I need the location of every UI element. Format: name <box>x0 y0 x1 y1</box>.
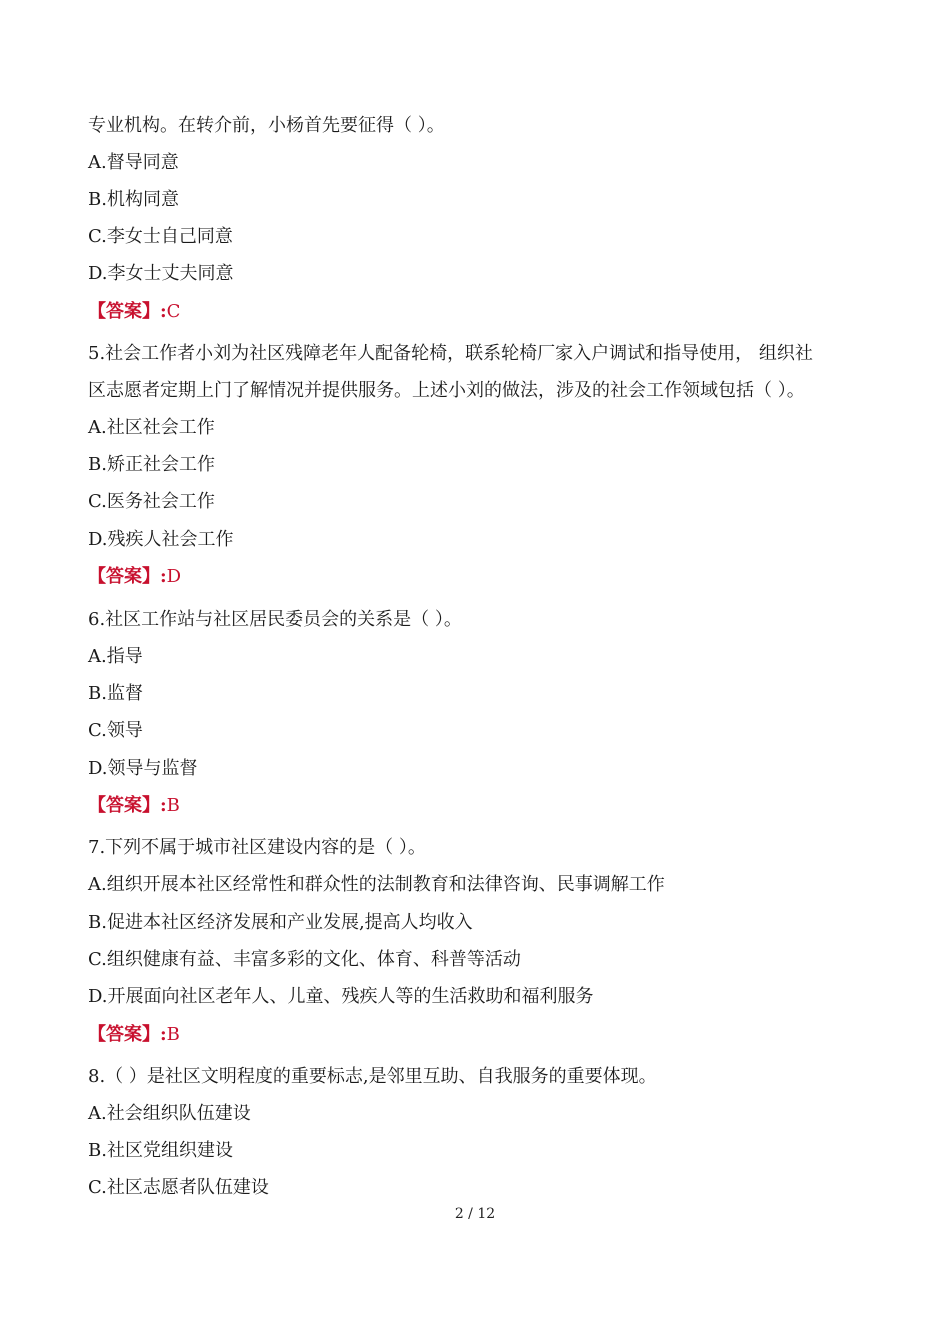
question-7-option-c: C.组织健康有益、丰富多彩的文化、体育、科普等活动 <box>88 949 521 970</box>
question-6-option-a: A.指导 <box>88 646 143 667</box>
question-5-answer <box>88 565 181 589</box>
question-7-option-d: D.开展面向社区老年人、儿童、残疾人等的生活救助和福利服务 <box>88 986 594 1007</box>
question-6-answer <box>88 794 180 818</box>
answer-value: C <box>166 301 181 322</box>
question-6-option-c: C.领导 <box>88 720 143 741</box>
question-5-stem-line-2: 区志愿者定期上门了解情况并提供服务。上述小刘的做法，涉及的社会工作领域包括（ ）。 <box>88 380 805 401</box>
question-7-answer <box>88 1023 180 1047</box>
question-4-option-b: B.机构同意 <box>88 189 179 210</box>
answer-label: 【答案】: <box>88 301 167 322</box>
question-4-option-d: D.李女士丈夫同意 <box>88 263 234 284</box>
question-7-option-b: B.促进本社区经济发展和产业发展,提高人均收入 <box>88 912 473 933</box>
question-6-option-b: B.监督 <box>88 683 143 704</box>
answer-value: B <box>166 795 180 816</box>
answer-label: 【答案】: <box>88 566 167 587</box>
question-5-option-b: B.矫正社会工作 <box>88 454 215 475</box>
question-6-option-d: D.领导与监督 <box>88 758 198 779</box>
page-number: 2 / 12 <box>454 1206 496 1222</box>
question-5-option-c: C.医务社会工作 <box>88 491 215 512</box>
question-5-stem-line-1: 5.社会工作者小刘为社区残障老年人配备轮椅，联系轮椅厂家入户调试和指导使用， 组织社 <box>88 343 813 364</box>
question-6-stem: 6.社区工作站与社区居民委员会的关系是（ ）。 <box>88 609 462 630</box>
answer-value: D <box>166 566 182 587</box>
question-4-option-c: C.李女士自己同意 <box>88 226 233 247</box>
question-7-stem: 7.下列不属于城市社区建设内容的是（ ）。 <box>88 837 426 858</box>
answer-value: B <box>166 1024 180 1045</box>
question-4-option-a: A.督导同意 <box>88 152 179 173</box>
question-5-option-d: D.残疾人社会工作 <box>88 529 234 550</box>
question-7-option-a: A.组织开展本社区经常性和群众性的法制教育和法律咨询、民事调解工作 <box>88 874 665 895</box>
answer-label: 【答案】: <box>88 795 167 816</box>
question-4-answer <box>88 300 180 324</box>
answer-label: 【答案】: <box>88 1024 167 1045</box>
question-8-option-c: C.社区志愿者队伍建设 <box>88 1177 269 1198</box>
question-8-stem: 8.（ ）是社区文明程度的重要标志,是邻里互助、自我服务的重要体现。 <box>88 1066 657 1087</box>
question-8-option-b: B.社区党组织建设 <box>88 1140 233 1161</box>
question-4-stem-tail: 专业机构。在转介前，小杨首先要征得（ ）。 <box>88 115 445 136</box>
question-5-option-a: A.社区社会工作 <box>88 417 215 438</box>
question-8-option-a: A.社会组织队伍建设 <box>88 1103 251 1124</box>
